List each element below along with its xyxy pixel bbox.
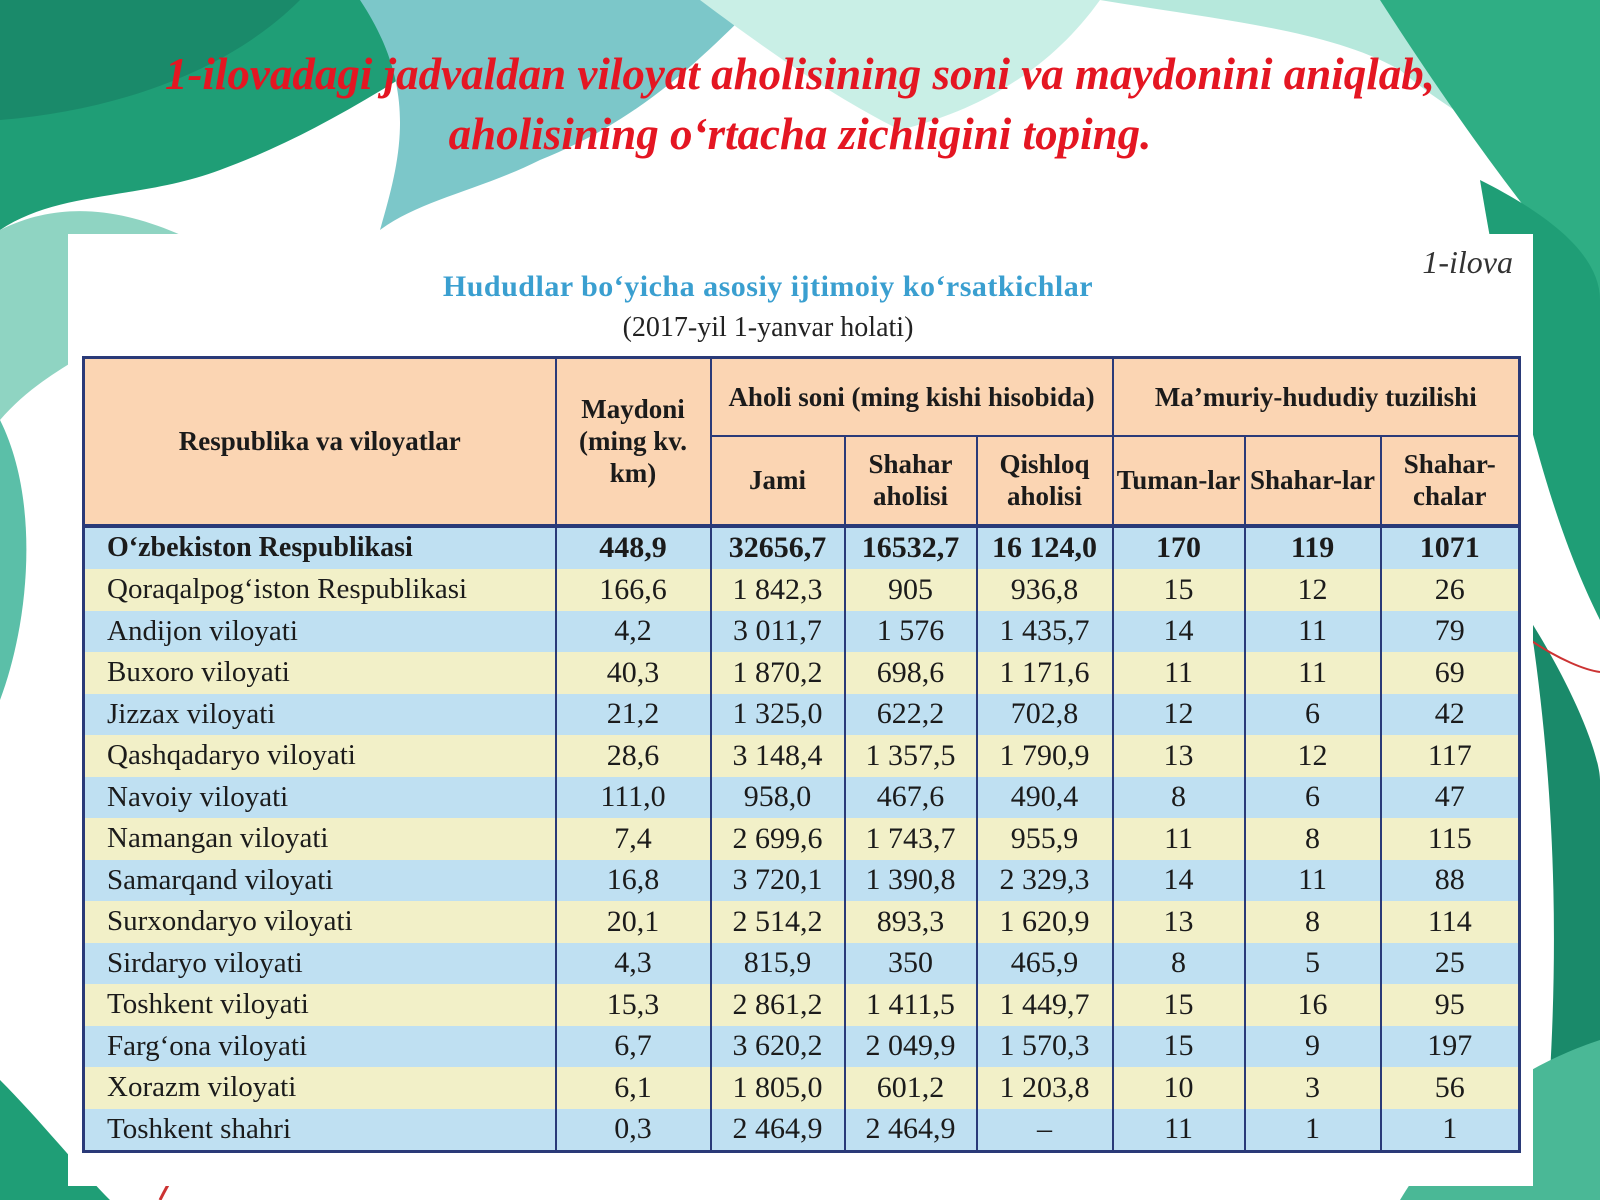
cell-towns: 197 xyxy=(1381,1026,1520,1068)
cell-population-total: 2 514,2 xyxy=(711,901,845,943)
cell-region: Andijon viloyati xyxy=(84,611,556,653)
cell-population-total: 3 148,4 xyxy=(711,735,845,777)
cell-area: 16,8 xyxy=(556,860,711,902)
table-row xyxy=(84,1067,1520,1109)
slide-title-line-2: aholisining o‘rtacha zichligini toping. xyxy=(448,109,1152,159)
cell-population-urban: 1 576 xyxy=(845,611,977,653)
cell-area: 0,3 xyxy=(556,1109,711,1152)
cell-population-total: 1 842,3 xyxy=(711,569,845,611)
cell-towns: 79 xyxy=(1381,611,1520,653)
header-region: Respublika va viloyatlar xyxy=(84,358,556,526)
cell-population-total: 3 011,7 xyxy=(711,611,845,653)
table-row xyxy=(84,735,1520,777)
cell-towns: 25 xyxy=(1381,943,1520,985)
cell-cities: 6 xyxy=(1245,694,1381,736)
cell-region: Qoraqalpog‘iston Respublikasi xyxy=(84,569,556,611)
cell-area: 15,3 xyxy=(556,984,711,1026)
cell-area: 448,9 xyxy=(556,526,711,570)
table-row xyxy=(84,818,1520,860)
cell-area: 6,7 xyxy=(556,1026,711,1068)
slide-title-line-1: 1-ilovadagi jadvaldan viloyat aholisining soni va maydonini aniqlab, xyxy=(164,49,1436,99)
cell-districts: 14 xyxy=(1113,860,1245,902)
cell-region: Navoiy viloyati xyxy=(84,777,556,819)
appendix-label: 1-ilova xyxy=(1422,244,1513,280)
cell-districts: 15 xyxy=(1113,569,1245,611)
cell-population-urban: 601,2 xyxy=(845,1067,977,1109)
cell-population-urban: 1 357,5 xyxy=(845,735,977,777)
header-population-group: Aholi soni (ming kishi hisobida) xyxy=(711,358,1113,436)
cell-population-total: 1 870,2 xyxy=(711,652,845,694)
cell-population-total: 1 805,0 xyxy=(711,1067,845,1109)
cell-population-rural: 936,8 xyxy=(977,569,1113,611)
cell-towns: 42 xyxy=(1381,694,1520,736)
table-row xyxy=(84,777,1520,819)
cell-cities: 12 xyxy=(1245,569,1381,611)
cell-districts: 11 xyxy=(1113,1109,1245,1152)
cell-population-urban: 2 464,9 xyxy=(845,1109,977,1152)
cell-cities: 12 xyxy=(1245,735,1381,777)
cell-population-total: 958,0 xyxy=(711,777,845,819)
cell-area: 4,3 xyxy=(556,943,711,985)
cell-population-total: 2 861,2 xyxy=(711,984,845,1026)
header-districts: Tuman-lar xyxy=(1113,436,1245,526)
cell-region: Namangan viloyati xyxy=(84,818,556,860)
cell-towns: 69 xyxy=(1381,652,1520,694)
cell-population-total: 2 464,9 xyxy=(711,1109,845,1152)
cell-population-rural: 1 203,8 xyxy=(977,1067,1113,1109)
cell-districts: 170 xyxy=(1113,526,1245,570)
table-row xyxy=(84,901,1520,943)
table-subtitle: (2017-yil 1-yanvar holati) xyxy=(622,312,914,343)
cell-population-rural: 702,8 xyxy=(977,694,1113,736)
cell-towns: 1 xyxy=(1381,1109,1520,1152)
cell-districts: 11 xyxy=(1113,652,1245,694)
cell-population-urban: 1 390,8 xyxy=(845,860,977,902)
cell-population-rural: 955,9 xyxy=(977,818,1113,860)
cell-towns: 115 xyxy=(1381,818,1520,860)
cell-area: 21,2 xyxy=(556,694,711,736)
document-panel xyxy=(68,234,1533,1186)
header-area: Maydoni (ming kv. km) xyxy=(556,358,711,526)
cell-districts: 14 xyxy=(1113,611,1245,653)
header-population-urban: Shahar aholisi xyxy=(845,436,977,526)
cell-towns: 117 xyxy=(1381,735,1520,777)
cell-population-urban: 16532,7 xyxy=(845,526,977,570)
cell-population-total: 3 720,1 xyxy=(711,860,845,902)
cell-towns: 26 xyxy=(1381,569,1520,611)
cell-area: 6,1 xyxy=(556,1067,711,1109)
cell-districts: 11 xyxy=(1113,818,1245,860)
header-cities: Shahar-lar xyxy=(1245,436,1381,526)
cell-population-urban: 1 743,7 xyxy=(845,818,977,860)
cell-population-total: 2 699,6 xyxy=(711,818,845,860)
cell-towns: 95 xyxy=(1381,984,1520,1026)
header-population-total: Jami xyxy=(711,436,845,526)
cell-region: Samarqand viloyati xyxy=(84,860,556,902)
cell-population-urban: 698,6 xyxy=(845,652,977,694)
table-row xyxy=(84,694,1520,736)
cell-cities: 119 xyxy=(1245,526,1381,570)
cell-cities: 11 xyxy=(1245,860,1381,902)
cell-towns: 56 xyxy=(1381,1067,1520,1109)
cell-towns: 1071 xyxy=(1381,526,1520,570)
cell-population-rural: 465,9 xyxy=(977,943,1113,985)
cell-cities: 3 xyxy=(1245,1067,1381,1109)
cell-towns: 47 xyxy=(1381,777,1520,819)
cell-population-rural: 1 620,9 xyxy=(977,901,1113,943)
cell-population-urban: 893,3 xyxy=(845,901,977,943)
cell-towns: 88 xyxy=(1381,860,1520,902)
cell-population-rural: 490,4 xyxy=(977,777,1113,819)
cell-population-urban: 1 411,5 xyxy=(845,984,977,1026)
cell-region: Xorazm viloyati xyxy=(84,1067,556,1109)
cell-region: Toshkent viloyati xyxy=(84,984,556,1026)
cell-population-total: 1 325,0 xyxy=(711,694,845,736)
header-towns: Shahar-chalar xyxy=(1381,436,1520,526)
cell-cities: 8 xyxy=(1245,818,1381,860)
cell-population-total: 32656,7 xyxy=(711,526,845,570)
slide-title xyxy=(20,44,1580,164)
cell-population-rural: 16 124,0 xyxy=(977,526,1113,570)
statistics-table xyxy=(82,356,1521,1153)
cell-population-rural: 1 790,9 xyxy=(977,735,1113,777)
cell-area: 4,2 xyxy=(556,611,711,653)
table-row xyxy=(84,611,1520,653)
cell-districts: 8 xyxy=(1113,777,1245,819)
cell-districts: 13 xyxy=(1113,901,1245,943)
cell-population-rural: 1 171,6 xyxy=(977,652,1113,694)
cell-population-urban: 2 049,9 xyxy=(845,1026,977,1068)
header-admin-group: Ma’muriy-hududiy tuzilishi xyxy=(1113,358,1520,436)
table-row xyxy=(84,1109,1520,1152)
cell-districts: 8 xyxy=(1113,943,1245,985)
header-population-rural: Qishloq aholisi xyxy=(977,436,1113,526)
cell-districts: 15 xyxy=(1113,1026,1245,1068)
cell-cities: 5 xyxy=(1245,943,1381,985)
cell-population-total: 815,9 xyxy=(711,943,845,985)
table-row xyxy=(84,1026,1520,1068)
table-row xyxy=(84,943,1520,985)
cell-area: 166,6 xyxy=(556,569,711,611)
cell-region: Surxondaryo viloyati xyxy=(84,901,556,943)
cell-region: Farg‘ona viloyati xyxy=(84,1026,556,1068)
cell-population-total: 3 620,2 xyxy=(711,1026,845,1068)
cell-region: Buxoro viloyati xyxy=(84,652,556,694)
cell-region: Qashqadaryo viloyati xyxy=(84,735,556,777)
table-row xyxy=(84,569,1520,611)
cell-area: 40,3 xyxy=(556,652,711,694)
cell-districts: 10 xyxy=(1113,1067,1245,1109)
cell-cities: 8 xyxy=(1245,901,1381,943)
cell-cities: 6 xyxy=(1245,777,1381,819)
cell-districts: 13 xyxy=(1113,735,1245,777)
cell-population-rural: 1 435,7 xyxy=(977,611,1113,653)
cell-population-urban: 905 xyxy=(845,569,977,611)
cell-population-urban: 350 xyxy=(845,943,977,985)
cell-area: 111,0 xyxy=(556,777,711,819)
cell-districts: 12 xyxy=(1113,694,1245,736)
cell-area: 20,1 xyxy=(556,901,711,943)
cell-region: Sirdaryo viloyati xyxy=(84,943,556,985)
cell-population-urban: 622,2 xyxy=(845,694,977,736)
cell-population-rural: 2 329,3 xyxy=(977,860,1113,902)
cell-cities: 9 xyxy=(1245,1026,1381,1068)
cell-population-rural: 1 449,7 xyxy=(977,984,1113,1026)
table-row xyxy=(84,652,1520,694)
cell-region: Toshkent shahri xyxy=(84,1109,556,1152)
cell-cities: 16 xyxy=(1245,984,1381,1026)
table-body xyxy=(84,526,1520,1152)
cell-cities: 11 xyxy=(1245,652,1381,694)
cell-cities: 11 xyxy=(1245,611,1381,653)
cell-population-urban: 467,6 xyxy=(845,777,977,819)
cell-area: 28,6 xyxy=(556,735,711,777)
cell-towns: 114 xyxy=(1381,901,1520,943)
cell-population-rural: 1 570,3 xyxy=(977,1026,1113,1068)
table-row xyxy=(84,860,1520,902)
cell-population-rural: – xyxy=(977,1109,1113,1152)
cell-area: 7,4 xyxy=(556,818,711,860)
cell-districts: 15 xyxy=(1113,984,1245,1026)
table-row xyxy=(84,526,1520,570)
cell-region: O‘zbekiston Respublikasi xyxy=(84,526,556,570)
cell-region: Jizzax viloyati xyxy=(84,694,556,736)
table-title: Hududlar bo‘yicha asosiy ijtimoiy ko‘rsatkichlar xyxy=(442,270,1094,303)
table-row xyxy=(84,984,1520,1026)
cell-cities: 1 xyxy=(1245,1109,1381,1152)
